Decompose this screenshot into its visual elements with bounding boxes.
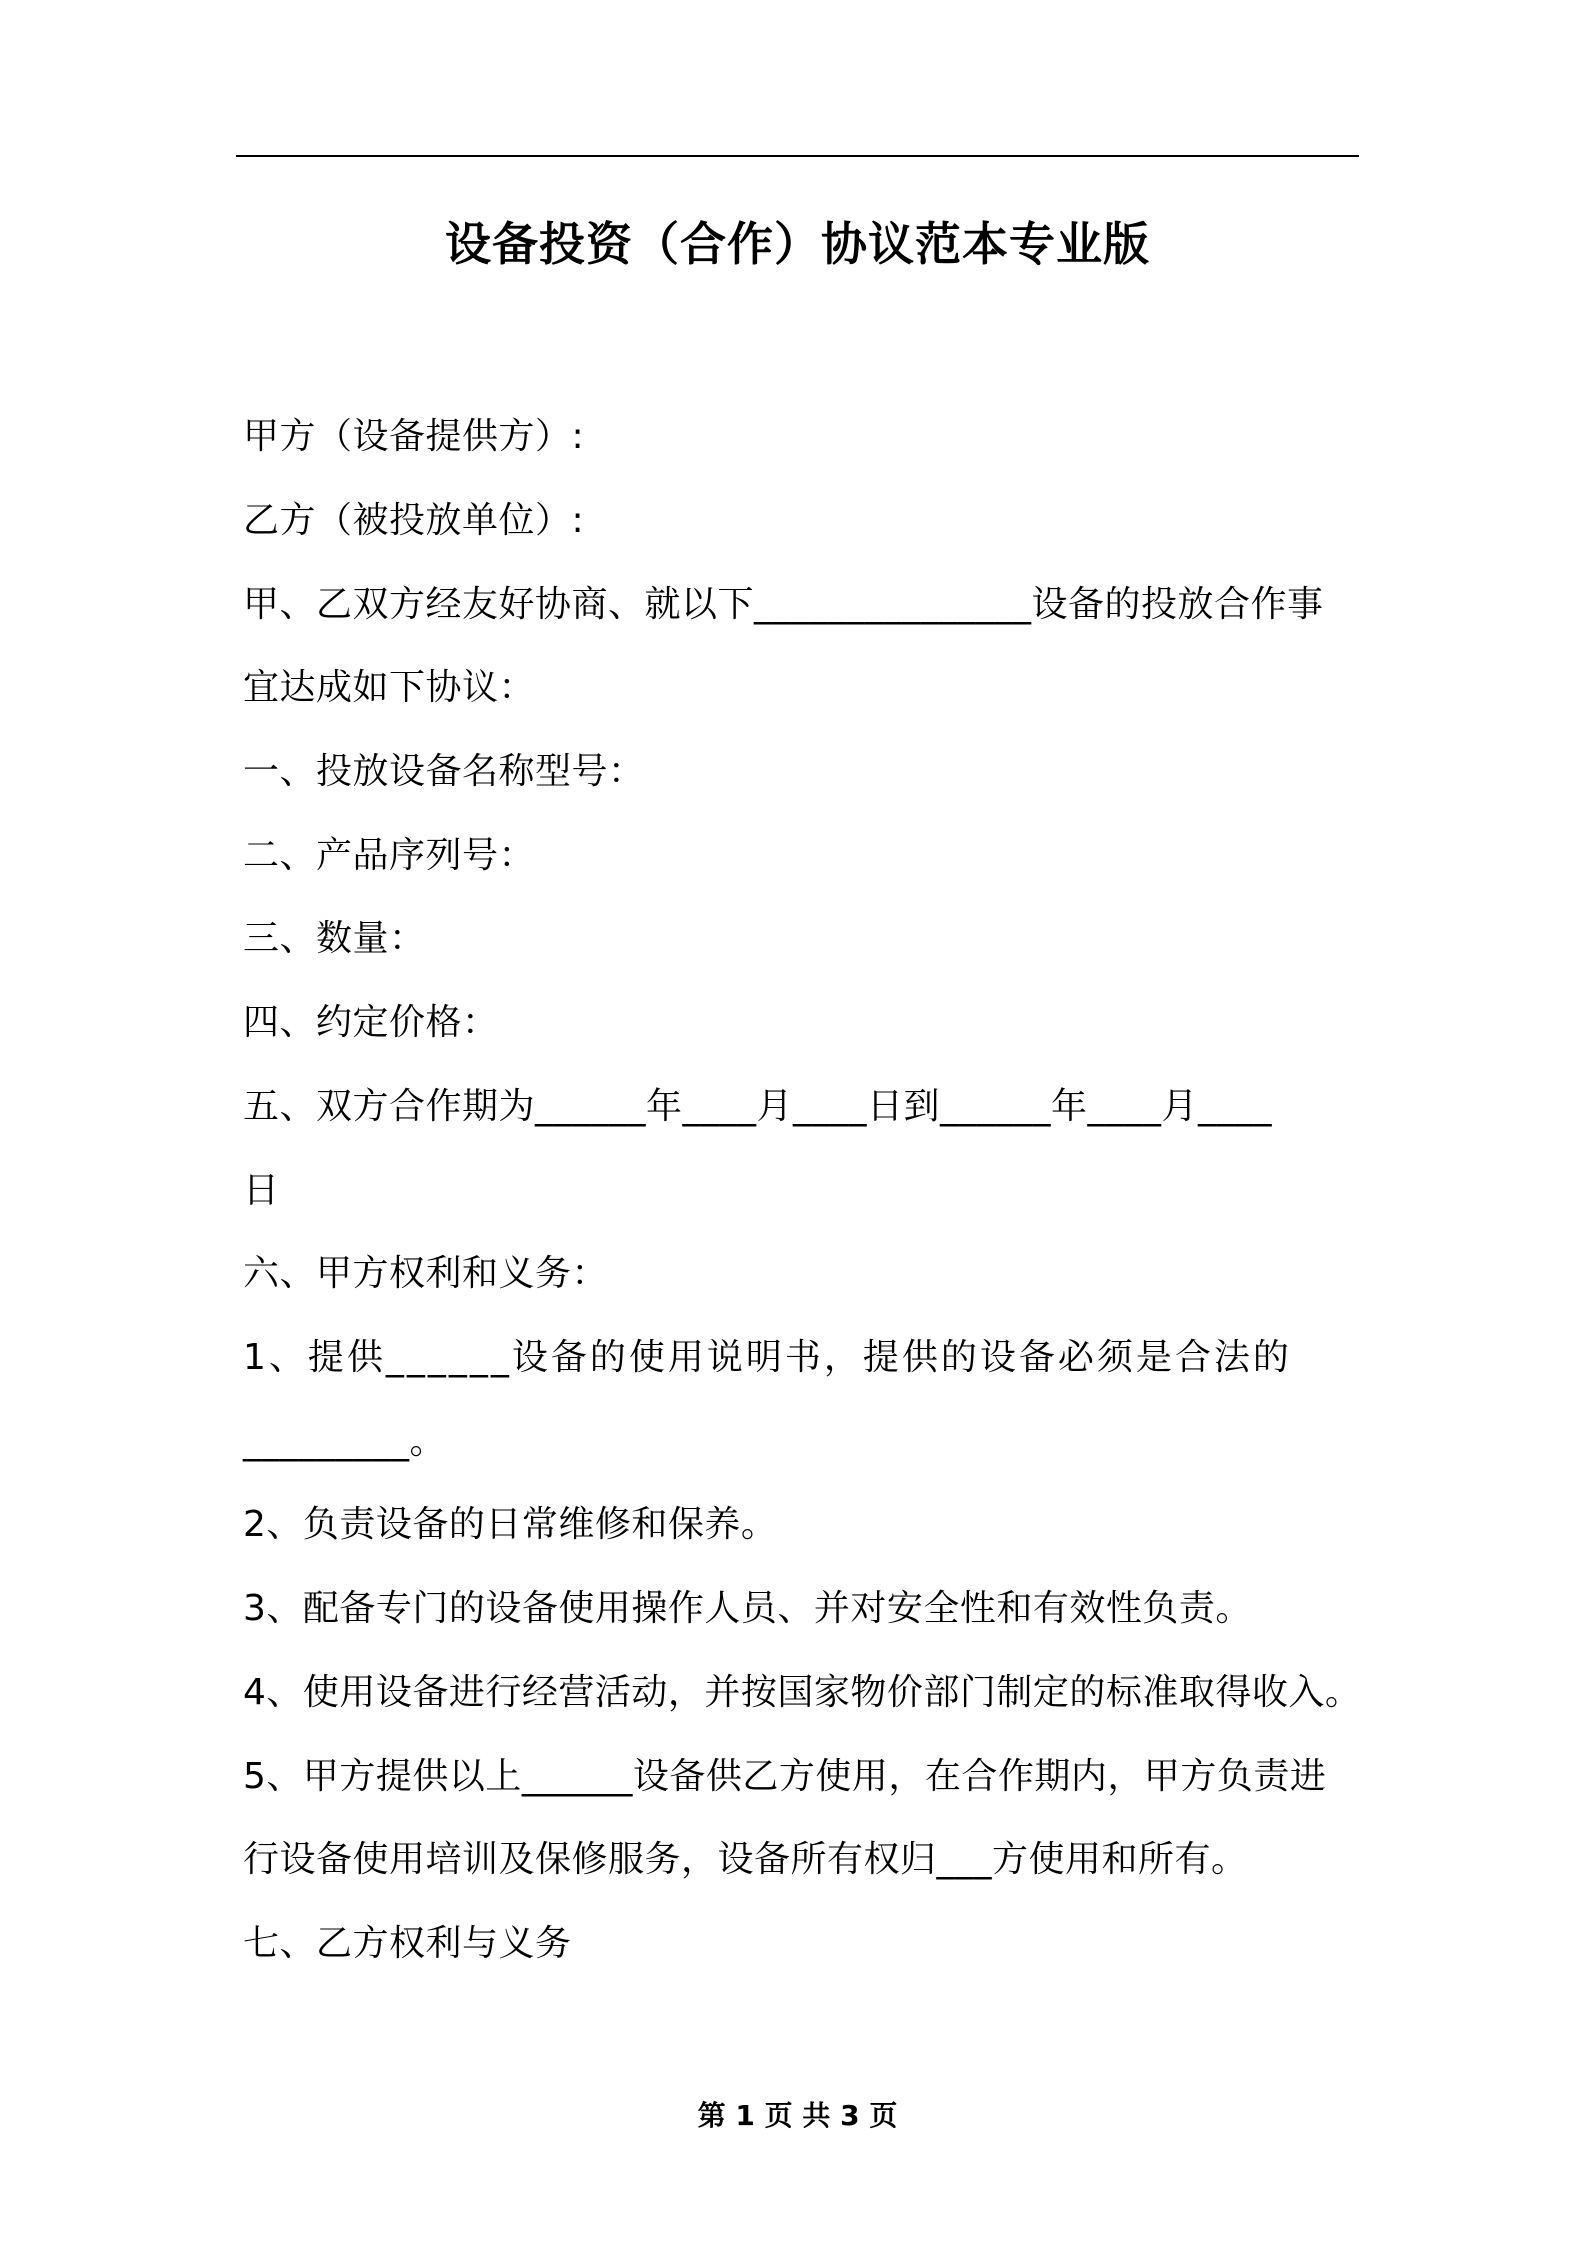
clause-7-heading: 七、乙方权利与义务 [243,1923,572,1964]
clause-2-serial-number: 二、产品序列号： [243,835,536,876]
clause-6-item-4: 4、使用设备进行经营活动，并按国家物价部门制定的标准取得收入。 [243,1672,1362,1713]
clause-6-item-5-line-1: 5、甲方提供以上______设备供乙方使用，在合作期内，甲方负责进 [243,1756,1327,1797]
clause-6-item-5-line-2: 行设备使用培训及保修服务，设备所有权归___方使用和所有。 [243,1839,1248,1880]
agreement-intro-line-1: 甲、乙双方经友好协商、就以下_______________设备的投放合作事 [243,584,1324,625]
party-b-line: 乙方（被投放单位）: [243,500,585,541]
agreement-intro-line-2: 宜达成如下协议： [243,667,536,708]
clause-5-term-line-2: 日 [243,1170,280,1211]
party-a-line: 甲方（设备提供方）: [243,416,585,457]
clause-1-equipment-model: 一、投放设备名称型号： [243,751,645,792]
clause-6-item-1-line-1: 1、提供______设备的使用说明书，提供的设备必须是合法的 [243,1337,1292,1378]
clause-6-item-1-line-2: _________。 [243,1421,447,1462]
page-indicator: 第 1 页 共 3 页 [697,2099,898,2132]
clause-6-item-3: 3、配备专门的设备使用操作人员、并对安全性和有效性负责。 [243,1588,1252,1629]
document-title: 设备投资（合作）协议范本专业版 [445,217,1150,271]
clause-3-quantity: 三、数量： [243,918,426,959]
header-rule [236,155,1359,157]
clause-6-item-2: 2、负责设备的日常维修和保养。 [243,1504,778,1545]
clause-6-heading: 六、甲方权利和义务： [243,1253,609,1294]
clause-5-term-line-1: 五、双方合作期为______年____月____日到______年____月____ [243,1086,1273,1127]
clause-4-price: 四、约定价格： [243,1002,499,1043]
